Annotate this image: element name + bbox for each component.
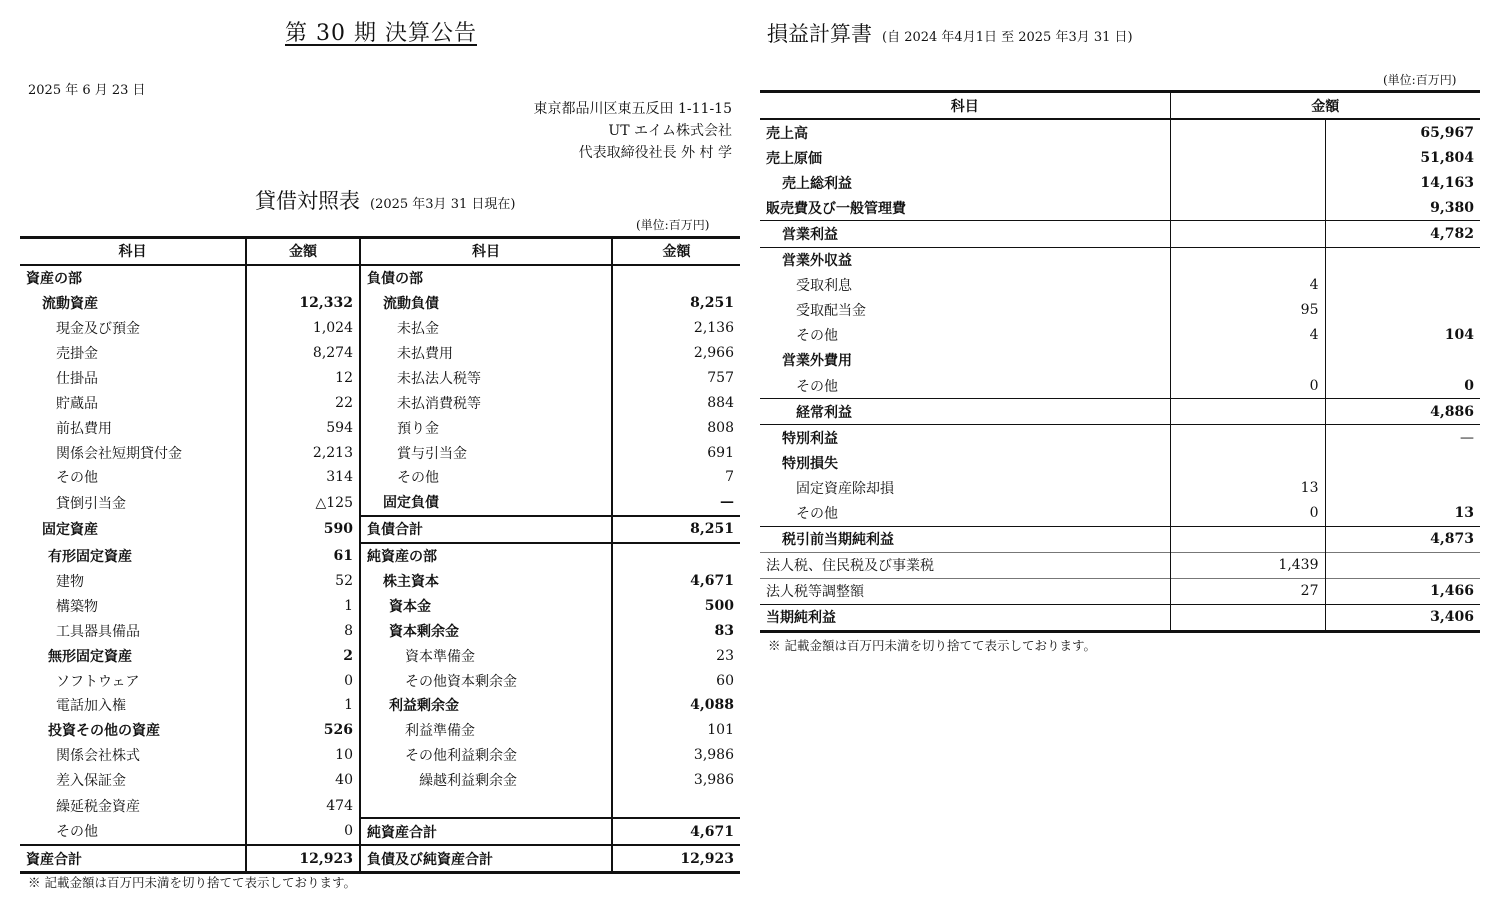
pl-sub-amount <box>1170 526 1325 552</box>
income-statement-note: ※ 記載金額は百万円未満を切り捨てて表示しております。 <box>768 638 1096 653</box>
company-name: UT エイム株式会社 <box>608 123 732 139</box>
pl-amount <box>1325 475 1480 500</box>
pl-item-label: 営業外収益 <box>760 247 1170 273</box>
table-row <box>760 425 1480 451</box>
pl-amount: 13 <box>1325 501 1480 527</box>
table-row <box>20 465 740 490</box>
balance-sheet-table <box>20 236 740 874</box>
income-statement-period: (自 2024 年4月1日 至 2025 年3月 31 日) <box>882 30 1133 45</box>
bs-right-col-amount: 金額 <box>612 238 740 265</box>
table-row <box>20 845 740 872</box>
pl-amount <box>1325 273 1480 298</box>
pl-sub-amount: 27 <box>1170 578 1325 604</box>
table-row <box>20 490 740 516</box>
bs-liability-value: 83 <box>612 618 740 643</box>
pl-amount: 0 <box>1325 373 1480 399</box>
pl-item-label: 特別利益 <box>760 425 1170 451</box>
bs-liability-label: 未払法人税等 <box>360 365 612 390</box>
pl-sub-amount: 1,439 <box>1170 552 1325 578</box>
bs-right-col-item: 科目 <box>360 238 612 265</box>
bs-liability-label: 未払費用 <box>360 341 612 366</box>
balance-sheet-date: (2025 年3月 31 日現在) <box>370 197 516 212</box>
bs-liability-value: 23 <box>612 643 740 668</box>
bs-left-col-item: 科目 <box>20 238 246 265</box>
page-title: 第 30 期 決算公告 <box>285 21 477 46</box>
pl-sub-amount: 0 <box>1170 501 1325 527</box>
table-row <box>760 578 1480 604</box>
bs-asset-label: 仕掛品 <box>56 370 98 387</box>
bs-liability-value: 4,671 <box>612 818 740 845</box>
table-row <box>760 604 1480 631</box>
pl-item-label: 特別損失 <box>782 455 838 472</box>
bs-liability-value: 8,251 <box>612 291 740 316</box>
bs-liability-value: 8,251 <box>612 516 740 543</box>
bs-liability-value: 2,136 <box>612 316 740 341</box>
pl-amount: 14,163 <box>1325 170 1480 195</box>
bs-liability-label: 純資産合計 <box>360 818 612 845</box>
pl-sub-amount <box>1170 247 1325 273</box>
bs-asset-label: 有形固定資産 <box>48 548 132 565</box>
pl-item-label: 受取利息 <box>796 278 852 295</box>
bs-liability-value: 2,966 <box>612 341 740 366</box>
pl-sub-amount <box>1170 170 1325 195</box>
pl-col-amount: 金額 <box>1170 92 1480 120</box>
pl-amount: 65,967 <box>1325 119 1480 145</box>
bs-liability-label: その他資本剰余金 <box>360 668 612 693</box>
bs-liability-label <box>360 793 612 819</box>
bs-asset-label: ソフトウェア <box>56 673 140 690</box>
bs-liability-label: 利益剰余金 <box>360 693 612 718</box>
company-representative: 代表取締役社長 外 村 学 <box>578 145 732 161</box>
bs-asset-label: 投資その他の資産 <box>48 723 160 740</box>
bs-asset-value: 1 <box>246 593 360 618</box>
bs-liability-value: 500 <box>612 593 740 618</box>
income-statement-table <box>760 90 1480 633</box>
bs-asset-value: 0 <box>246 818 360 845</box>
table-row <box>20 569 740 594</box>
pl-sub-amount <box>1170 399 1325 425</box>
bs-asset-value: 12,923 <box>246 845 360 872</box>
pl-sub-amount: 13 <box>1170 475 1325 500</box>
pl-sub-amount: 95 <box>1170 298 1325 323</box>
pl-amount <box>1325 348 1480 373</box>
bs-asset-label: 流動資産 <box>42 296 98 313</box>
pl-amount: 4,782 <box>1325 221 1480 247</box>
bs-asset-value: 1 <box>246 693 360 718</box>
bs-asset-value: 40 <box>246 768 360 793</box>
bs-asset-value: 314 <box>246 465 360 490</box>
bs-liability-label: 預り金 <box>360 415 612 440</box>
table-row <box>20 793 740 819</box>
pl-item-label: 営業外費用 <box>782 353 852 370</box>
bs-asset-value: 0 <box>246 668 360 693</box>
pl-item-label: 売上原価 <box>766 150 822 167</box>
bs-asset-label: 前払費用 <box>56 420 112 437</box>
pl-item-label: 税引前当期純利益 <box>760 526 1170 552</box>
table-row <box>20 291 740 316</box>
announcement-date: 2025 年 6 月 23 日 <box>28 83 146 98</box>
pl-sub-amount <box>1170 195 1325 221</box>
bs-asset-value: 2,213 <box>246 440 360 465</box>
bs-liability-value: 3,986 <box>612 768 740 793</box>
bs-liability-value: 808 <box>612 415 740 440</box>
table-row <box>760 323 1480 348</box>
pl-item-label: 売上総利益 <box>782 175 852 192</box>
bs-asset-value: 1,024 <box>246 316 360 341</box>
balance-sheet-title <box>255 185 515 215</box>
bs-asset-label: 貸倒引当金 <box>56 495 126 512</box>
pl-item-label: その他 <box>796 328 838 345</box>
pl-amount: 1,466 <box>1325 578 1480 604</box>
table-row <box>20 543 740 569</box>
table-row <box>760 145 1480 170</box>
pl-item-label: 法人税等調整額 <box>760 578 1170 604</box>
bs-left-col-amount: 金額 <box>246 238 360 265</box>
income-statement-unit: (単位:百万円) <box>1383 73 1457 87</box>
table-row <box>20 265 740 291</box>
income-statement-heading: 損益計算書 <box>767 22 872 46</box>
table-row <box>760 373 1480 399</box>
pl-item-label: その他 <box>796 378 838 395</box>
table-row <box>20 440 740 465</box>
pl-sub-amount <box>1170 348 1325 373</box>
bs-liability-value: 3,986 <box>612 743 740 768</box>
pl-sub-amount: 0 <box>1170 373 1325 399</box>
bs-asset-label: 構築物 <box>56 598 98 615</box>
bs-liability-value: 691 <box>612 440 740 465</box>
bs-liability-label: 未払金 <box>360 316 612 341</box>
bs-asset-value: 61 <box>246 543 360 569</box>
bs-liability-value: 4,671 <box>612 569 740 594</box>
bs-liability-label: 繰越利益剰余金 <box>360 768 612 793</box>
pl-item-label: その他 <box>796 506 838 523</box>
pl-amount <box>1325 247 1480 273</box>
pl-amount: 4,886 <box>1325 399 1480 425</box>
bs-liability-label: 負債合計 <box>360 516 612 543</box>
pl-amount <box>1325 450 1480 475</box>
table-row <box>760 195 1480 221</box>
bs-asset-value: 526 <box>246 718 360 743</box>
bs-asset-value: 594 <box>246 415 360 440</box>
bs-liability-label: 資本金 <box>360 593 612 618</box>
bs-asset-value: 2 <box>246 643 360 668</box>
table-row <box>20 365 740 390</box>
bs-liability-value <box>612 265 740 291</box>
table-row <box>20 593 740 618</box>
bs-liability-label: 利益準備金 <box>360 718 612 743</box>
bs-asset-label: 関係会社短期貸付金 <box>56 445 182 462</box>
table-row <box>760 273 1480 298</box>
bs-liability-value <box>612 793 740 819</box>
bs-liability-label: 資本剰余金 <box>360 618 612 643</box>
pl-amount: — <box>1325 425 1480 451</box>
bs-liability-label: 株主資本 <box>360 569 612 594</box>
table-row <box>20 643 740 668</box>
bs-asset-label: 現金及び預金 <box>56 321 140 338</box>
table-row <box>20 818 740 845</box>
bs-asset-label: 無形固定資産 <box>48 648 132 665</box>
pl-item-label: 当期純利益 <box>760 604 1170 631</box>
pl-amount: 104 <box>1325 323 1480 348</box>
table-row <box>20 743 740 768</box>
table-row <box>760 348 1480 373</box>
bs-asset-value: 12,332 <box>246 291 360 316</box>
pl-amount <box>1325 298 1480 323</box>
bs-liability-label: 負債及び純資産合計 <box>360 845 612 872</box>
bs-asset-label: 資産の部 <box>26 271 82 288</box>
table-row <box>20 618 740 643</box>
bs-liability-value: 12,923 <box>612 845 740 872</box>
table-row <box>20 693 740 718</box>
bs-asset-value: 590 <box>246 516 360 543</box>
bs-liability-label: 流動負債 <box>360 291 612 316</box>
table-row <box>760 221 1480 247</box>
company-address: 東京都品川区東五反田 1-11-15 <box>533 101 732 117</box>
pl-item-label: 営業利益 <box>760 221 1170 247</box>
pl-sub-amount <box>1170 221 1325 247</box>
table-row <box>20 316 740 341</box>
balance-sheet-header-row <box>20 238 740 265</box>
bs-asset-value: 12 <box>246 365 360 390</box>
balance-sheet-heading: 貸借対照表 <box>255 189 360 213</box>
bs-liability-label: 資本準備金 <box>360 643 612 668</box>
table-row <box>20 341 740 366</box>
bs-asset-value: 8,274 <box>246 341 360 366</box>
bs-asset-label: 差入保証金 <box>56 773 126 790</box>
company-info <box>534 98 732 164</box>
bs-liability-value: 4,088 <box>612 693 740 718</box>
balance-sheet-note: ※ 記載金額は百万円未満を切り捨てて表示しております。 <box>28 875 356 890</box>
table-row <box>760 399 1480 425</box>
pl-sub-amount <box>1170 145 1325 170</box>
pl-col-item: 科目 <box>760 92 1170 120</box>
pl-item-label: 経常利益 <box>760 399 1170 425</box>
pl-sub-amount <box>1170 604 1325 631</box>
bs-asset-label: 繰延税金資産 <box>56 798 140 815</box>
table-row <box>20 668 740 693</box>
income-statement-title <box>767 18 1133 48</box>
bs-asset-value: 52 <box>246 569 360 594</box>
bs-asset-label: その他 <box>56 470 98 487</box>
pl-amount: 4,873 <box>1325 526 1480 552</box>
bs-liability-label: 未払消費税等 <box>360 390 612 415</box>
bs-liability-value: 7 <box>612 465 740 490</box>
bs-liability-value: 60 <box>612 668 740 693</box>
table-row <box>760 475 1480 500</box>
table-row <box>20 718 740 743</box>
bs-liability-value: 757 <box>612 365 740 390</box>
pl-amount: 9,380 <box>1325 195 1480 221</box>
bs-asset-label: 売掛金 <box>56 346 98 362</box>
pl-sub-amount <box>1170 119 1325 145</box>
bs-asset-value: 474 <box>246 793 360 819</box>
balance-sheet-unit: (単位:百万円) <box>636 218 710 232</box>
pl-sub-amount: 4 <box>1170 323 1325 348</box>
table-row <box>20 415 740 440</box>
pl-item-label: 法人税、住民税及び事業税 <box>760 552 1170 578</box>
bs-asset-value: △125 <box>246 490 360 516</box>
bs-liability-label: 賞与引当金 <box>360 440 612 465</box>
table-row <box>760 450 1480 475</box>
bs-asset-label: 貯蔵品 <box>56 395 98 412</box>
bs-asset-label: 建物 <box>56 574 84 591</box>
pl-item-label: 売上高 <box>766 125 808 142</box>
table-row <box>20 390 740 415</box>
bs-liability-value: 101 <box>612 718 740 743</box>
table-row <box>760 119 1480 145</box>
pl-sub-amount: 4 <box>1170 273 1325 298</box>
bs-asset-label: 工具器具備品 <box>56 623 140 640</box>
pl-amount <box>1325 552 1480 578</box>
bs-asset-value: 10 <box>246 743 360 768</box>
bs-liability-label: その他利益剰余金 <box>360 743 612 768</box>
bs-liability-label: その他 <box>360 465 612 490</box>
pl-item-label: 販売費及び一般管理費 <box>766 200 906 217</box>
table-row <box>760 298 1480 323</box>
bs-liability-label: 固定負債 <box>360 490 612 516</box>
bs-asset-value: 8 <box>246 618 360 643</box>
bs-liability-label: 純資産の部 <box>360 543 612 569</box>
income-statement-header-row <box>760 92 1480 120</box>
bs-asset-label: 関係会社株式 <box>56 748 140 765</box>
bs-asset-value <box>246 265 360 291</box>
bs-asset-value: 22 <box>246 390 360 415</box>
bs-liability-value: 884 <box>612 390 740 415</box>
table-row <box>20 768 740 793</box>
table-row <box>760 247 1480 273</box>
pl-sub-amount <box>1170 450 1325 475</box>
pl-item-label: 固定資産除却損 <box>796 480 894 497</box>
table-row <box>20 516 740 543</box>
pl-sub-amount <box>1170 425 1325 451</box>
table-row <box>760 552 1480 578</box>
bs-asset-label: 電話加入権 <box>56 698 126 715</box>
table-row <box>760 526 1480 552</box>
pl-amount: 3,406 <box>1325 604 1480 631</box>
bs-liability-value: — <box>612 490 740 516</box>
bs-asset-label: その他 <box>56 824 98 841</box>
table-row <box>760 170 1480 195</box>
pl-item-label: 受取配当金 <box>796 303 866 320</box>
bs-liability-value <box>612 543 740 569</box>
bs-asset-label: 資産合計 <box>20 845 246 872</box>
bs-asset-label: 固定資産 <box>42 522 98 539</box>
bs-liability-label: 負債の部 <box>360 265 612 291</box>
table-row <box>760 501 1480 527</box>
pl-amount: 51,804 <box>1325 145 1480 170</box>
